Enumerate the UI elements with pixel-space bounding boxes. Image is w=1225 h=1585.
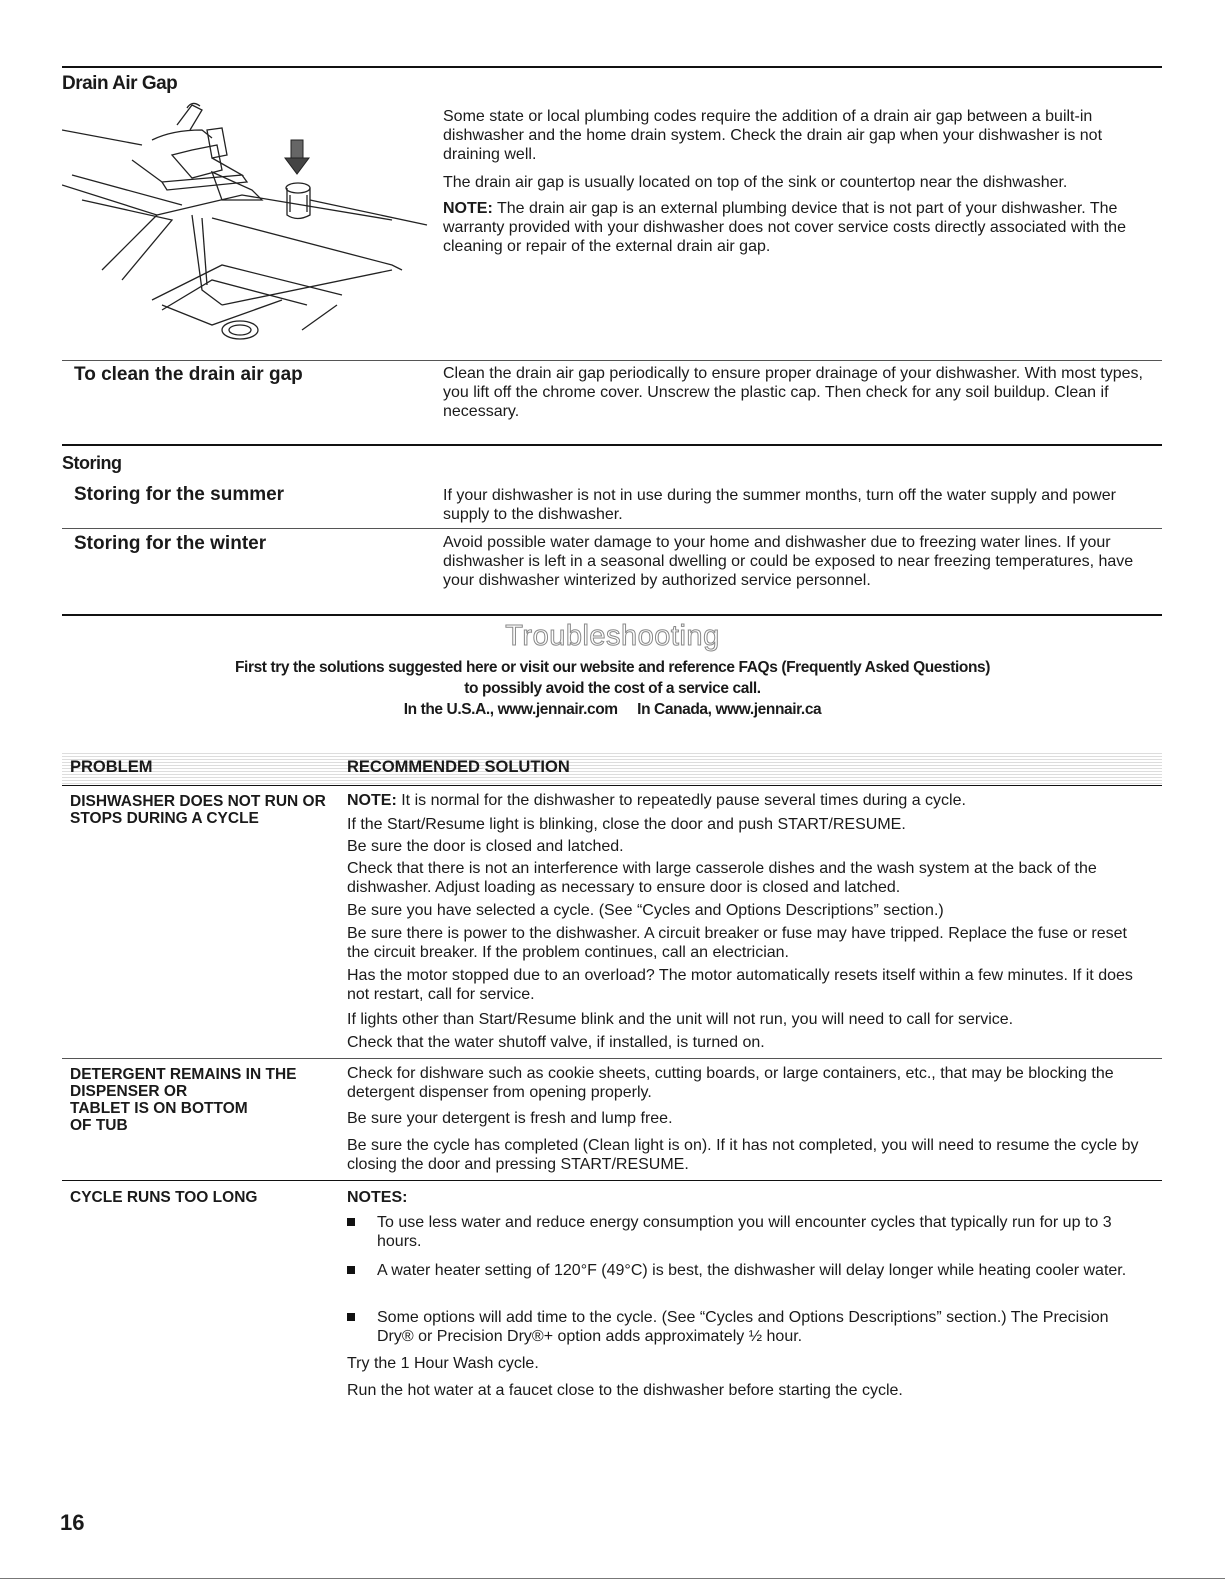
note-text: The drain air gap is an external plumbing device that is not part of your dishwasher. The warranty provided with your dishwasher does not cover service costs directly associated with the cleaning or repair of the external drain air gap. [443, 200, 1126, 255]
solution-item: Be sure you have selected a cycle. (See “Cycles and Options Descriptions” section.) [347, 902, 944, 919]
problem-line: TABLET IS ON BOTTOM [70, 1100, 248, 1117]
divider [62, 360, 1162, 361]
clean-air-gap-heading: To clean the drain air gap [74, 364, 303, 385]
solution-item: Has the motor stopped due to an overload? The motor automatically resets itself within a few minutes. If it does not restart, call for service. [347, 967, 1133, 1003]
section-divider [62, 444, 1162, 446]
column-header-solution: RECOMMENDED SOLUTION [347, 758, 570, 776]
storing-summer-heading: Storing for the summer [74, 484, 285, 505]
solution-item: Run the hot water at a faucet close to the dishwasher before starting the cycle. [347, 1382, 903, 1399]
solution-item: Be sure there is power to the dishwasher. A circuit breaker or fuse may have tripped. Replace the fuse or reset the circuit breaker. If the problem continues, call an electrician. [347, 925, 1127, 961]
solution-item: Try the 1 Hour Wash cycle. [347, 1355, 539, 1372]
section-divider [62, 614, 1162, 616]
arrow-down-icon [285, 140, 309, 174]
bullet-square-icon [347, 1218, 355, 1226]
clean-air-gap-text: Clean the drain air gap periodically to ensure proper drainage of your dishwasher. With most types, you lift off the chrome cover. Unscrew the plastic cap. Then check for any soil buildup. Clean if necessary. [443, 365, 1143, 420]
problem-line: DISPENSER OR [70, 1083, 188, 1100]
section-divider [62, 66, 1162, 68]
table-header-band [62, 752, 1162, 784]
table-header-rule [62, 785, 1162, 786]
troubleshooting-intro-line1: First try the solutions suggested here or visit our website and reference FAQs (Frequently Asked Questions) [234, 659, 991, 676]
storing-winter-text: Avoid possible water damage to your home and dishwasher due to freezing water lines. If your dishwasher is left in a seasonal dwelling or could be exposed to near freezing temperatures, have your dishwasher winterized by authorized service personnel. [443, 534, 1134, 589]
problem-cycle-runs-too-long: CYCLE RUNS TOO LONG [70, 1189, 258, 1206]
drain-air-gap-illustration [62, 100, 442, 362]
problem-line: DETERGENT REMAINS IN THE [70, 1066, 297, 1083]
drain-air-gap-location: The drain air gap is usually located on top of the sink or countertop near the dishwasher. [443, 174, 1068, 191]
row-divider [62, 1058, 1162, 1059]
solution-item: If lights other than Start/Resume blink and the unit will not run, you will need to call for service. [347, 1011, 1014, 1028]
divider [62, 528, 1162, 529]
bullet-square-icon [347, 1313, 355, 1321]
problem-detergent-remains [70, 1066, 340, 1134]
note-text: It is normal for the dishwasher to repeatedly pause several times during a cycle. [396, 792, 966, 809]
solution-item: Be sure the cycle has completed (Clean light is on). If it has not completed, you will need to resume the cycle by closing the door and pressing START/RESUME. [347, 1137, 1139, 1173]
solution-item: Be sure your detergent is fresh and lump free. [347, 1110, 673, 1127]
storing-summer-text: If your dishwasher is not in use during the summer months, turn off the water supply and power supply to the dishwasher. [443, 487, 1116, 523]
drain-air-gap-heading: Drain Air Gap [62, 73, 178, 94]
problem-dishwasher-not-run: DISHWASHER DOES NOT RUN OR STOPS DURING A CYCLE [70, 793, 326, 827]
troubleshooting-intro-line2: to possibly avoid the cost of a service call. [464, 680, 761, 697]
drain-air-gap-paragraph: Some state or local plumbing codes require the addition of a drain air gap between a built-in dishwasher and the home drain system. Check the drain air gap when your dishwasher is not draining well. [443, 108, 1103, 163]
page-bottom-edge [0, 1578, 1225, 1579]
problem-line: OF TUB [70, 1117, 128, 1134]
note-label: NOTE: [347, 792, 397, 809]
storing-winter-heading: Storing for the winter [74, 533, 267, 554]
solution-item: Be sure the door is closed and latched. [347, 838, 624, 855]
note-label: NOTE: [443, 200, 493, 217]
notes-label: NOTES: [347, 1189, 408, 1206]
solution-item: Check that the water shutoff valve, if installed, is turned on. [347, 1034, 765, 1051]
page-number: 16 [60, 1510, 85, 1535]
row-divider [62, 1180, 1162, 1181]
solution-item: Check that there is not an interference with large casserole dishes and the wash system at the back of the dishwasher. Adjust loading as necessary to ensure door is closed and latched. [347, 860, 1097, 896]
bullet-square-icon [347, 1266, 355, 1274]
column-header-problem: PROBLEM [70, 758, 153, 776]
solution-note [347, 791, 1152, 810]
troubleshooting-title: Troubleshooting [505, 620, 720, 652]
drain-air-gap-note [443, 199, 1158, 256]
solution-item: If the Start/Resume light is blinking, close the door and push START/RESUME. [347, 816, 906, 833]
manual-page: Drain Air Gap Some state or local plumbing codes require the addition of a drain air gap between a built-in dishwasher and the home drain system. Check the drain air gap when your dishwasher is not draining well. The drain air gap is usually located on top of the sink or countertop near the dishwasher. NOTE: The drain air gap is an external plumbing device that is not part of your dishwasher. The warranty provided with your dishwasher does not cover service costs directly associated with the cleaning or repair of the external drain air gap. To clean the drain air gap Clean the drain air gap periodically to ensure proper drainage of your dishwasher. With most types, you lift off the chrome cover. Unscrew the plastic cap. Then check for any soil buildup. Clean if necessary. Storing Storing for the summer If your dishwasher is not in use during the summer months, turn off the water supply and power supply to the dishwasher. Storing for the winter Avoid possible water damage to your home and dishwasher due to freezing water lines. If your dishwasher is left in a seasonal dwelling or could be exposed to near freezing temperatures, have your dishwasher winterized by authorized service personnel. Troubleshooting First try the solutions suggested here or visit our website and reference FAQs (Frequently Asked Questions) to possibly avoid the cost of a service call. In the U.S.A., www.jennair.com In Canada, www.jennair.ca PROBLEM RECOMMENDED SOLUTION DISHWASHER DOES NOT RUN OR STOPS DURING A CYCLE NOTE: It is normal for the dishwasher to repeatedly pause several times during a cycle. If the Start/Resume light is blinking, close the door and push START/RESUME. Be sure the door is closed and latched. Check that there is not an interference with large casserole dishes and the wash system at the back of the dishwasher. Adjust loading as necessary to ensure door is closed and latched. Be sure you have selected a cycle. (See “Cycles and Options Descriptions” section.) Be sure there is power to the dishwasher. A circuit breaker or fuse may have tripped. Replace the fuse or reset the circuit breaker. If the problem continues, call an electrician. Has the motor stopped due to an overload? The motor automatically resets itself within a few minutes. If it does not restart, call for service. If lights other than Start/Resume blink and the unit will not run, you will need to call for service. Check that the water shutoff valve, if installed, is turned on. DETERGENT REMAINS IN THE DISPENSER OR TABLET IS ON BOTTOM OF TUB Check for dishware such as cookie sheets, cutting boards, or large containers, etc., that may be blocking the detergent dispenser from opening properly. Be sure your detergent is fresh and lump free. Be sure the cycle has completed (Clean light is on). If it has not completed, you will need to resume the cycle by closing the door and pressing START/RESUME. CYCLE RUNS TOO LONG NOTES: To use less water and reduce energy consumption you will encounter cycles that typically run for up to 3 hours. A water heater setting of 120°F (49°C) is best, the dishwasher will delay longer while heating cooler water. Some options will add time to the cycle. (See “Cycles and Options Descriptions” section.) The Precision Dry® or Precision Dry®+ option adds approximately ½ hour. Try the 1 Hour Wash cycle. Run the hot water at a faucet close to the dishwasher before starting the cycle. 16 [0, 0, 1225, 1585]
troubleshooting-websites: In the U.S.A., www.jennair.com In Canada, www.jennair.ca [403, 701, 822, 718]
storing-heading: Storing [62, 453, 122, 473]
solution-item: Check for dishware such as cookie sheets, cutting boards, or large containers, etc., that may be blocking the detergent dispenser from opening properly. [347, 1065, 1114, 1101]
